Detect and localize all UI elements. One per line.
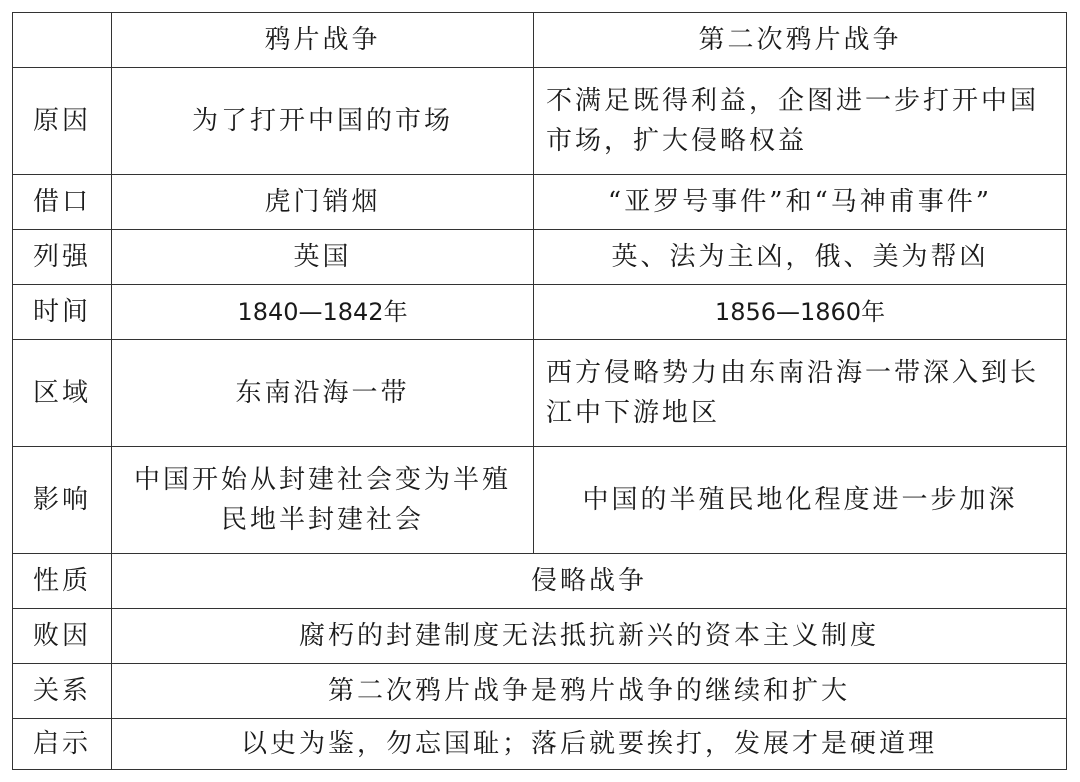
header-second-opium-war: 第二次鸦片战争 <box>534 13 1067 68</box>
header-corner-cell <box>13 13 112 68</box>
table-row-pretext <box>13 175 1067 230</box>
table-row-time <box>13 285 1067 340</box>
header-row <box>13 13 1067 68</box>
row-label: 区域 <box>13 340 112 447</box>
first-war-cell: 虎门销烟 <box>112 175 534 230</box>
table-row-defeat-cause <box>13 609 1067 664</box>
first-war-cell: 东南沿海一带 <box>112 340 534 447</box>
table-row-impact <box>13 447 1067 554</box>
table-row-powers <box>13 230 1067 285</box>
table-row-relation <box>13 664 1067 719</box>
row-label: 影响 <box>13 447 112 554</box>
first-war-cell: 英国 <box>112 230 534 285</box>
second-war-cell: 不满足既得利益，企图进一步打开中国市场，扩大侵略权益 <box>534 68 1067 175</box>
second-war-cell: 1856—1860年 <box>534 285 1067 340</box>
second-war-cell: 英、法为主凶，俄、美为帮凶 <box>534 230 1067 285</box>
table-row-cause <box>13 68 1067 175</box>
table-row-region <box>13 340 1067 447</box>
row-label: 启示 <box>13 719 112 770</box>
merged-cell: 以史为鉴，勿忘国耻；落后就要挨打，发展才是硬道理 <box>112 719 1067 770</box>
table-row-lesson <box>13 719 1067 770</box>
row-label: 原因 <box>13 68 112 175</box>
second-war-cell: “亚罗号事件”和“马神甫事件” <box>534 175 1067 230</box>
header-first-opium-war: 鸦片战争 <box>112 13 534 68</box>
row-label: 性质 <box>13 554 112 609</box>
merged-cell: 第二次鸦片战争是鸦片战争的继续和扩大 <box>112 664 1067 719</box>
first-war-cell: 1840—1842年 <box>112 285 534 340</box>
row-label: 时间 <box>13 285 112 340</box>
first-war-cell: 中国开始从封建社会变为半殖民地半封建社会 <box>112 447 534 554</box>
row-label: 关系 <box>13 664 112 719</box>
merged-cell: 腐朽的封建制度无法抵抗新兴的资本主义制度 <box>112 609 1067 664</box>
second-war-cell: 西方侵略势力由东南沿海一带深入到长江中下游地区 <box>534 340 1067 447</box>
first-war-cell: 为了打开中国的市场 <box>112 68 534 175</box>
row-label: 败因 <box>13 609 112 664</box>
second-war-cell: 中国的半殖民地化程度进一步加深 <box>534 447 1067 554</box>
table-row-nature <box>13 554 1067 609</box>
row-label: 列强 <box>13 230 112 285</box>
row-label: 借口 <box>13 175 112 230</box>
merged-cell: 侵略战争 <box>112 554 1067 609</box>
opium-war-comparison-table <box>12 12 1067 770</box>
